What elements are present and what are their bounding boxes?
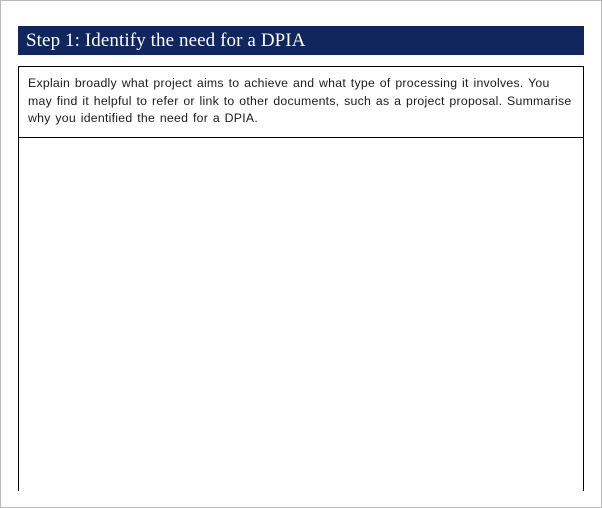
answer-text[interactable] (28, 144, 574, 154)
dpia-form-table (18, 66, 584, 491)
step-header-title: Step 1: Identify the need for a DPIA (26, 30, 306, 51)
step-header-bar (18, 26, 584, 55)
instruction-text: Explain broadly what project aims to achieve and what type of processing it involves. You may find it helpful to refer or link to other documents, such as a project proposal. Summarise why you identified the need for a DPIA. (28, 76, 572, 125)
answer-input-area[interactable] (19, 138, 583, 493)
instruction-cell (19, 67, 583, 138)
